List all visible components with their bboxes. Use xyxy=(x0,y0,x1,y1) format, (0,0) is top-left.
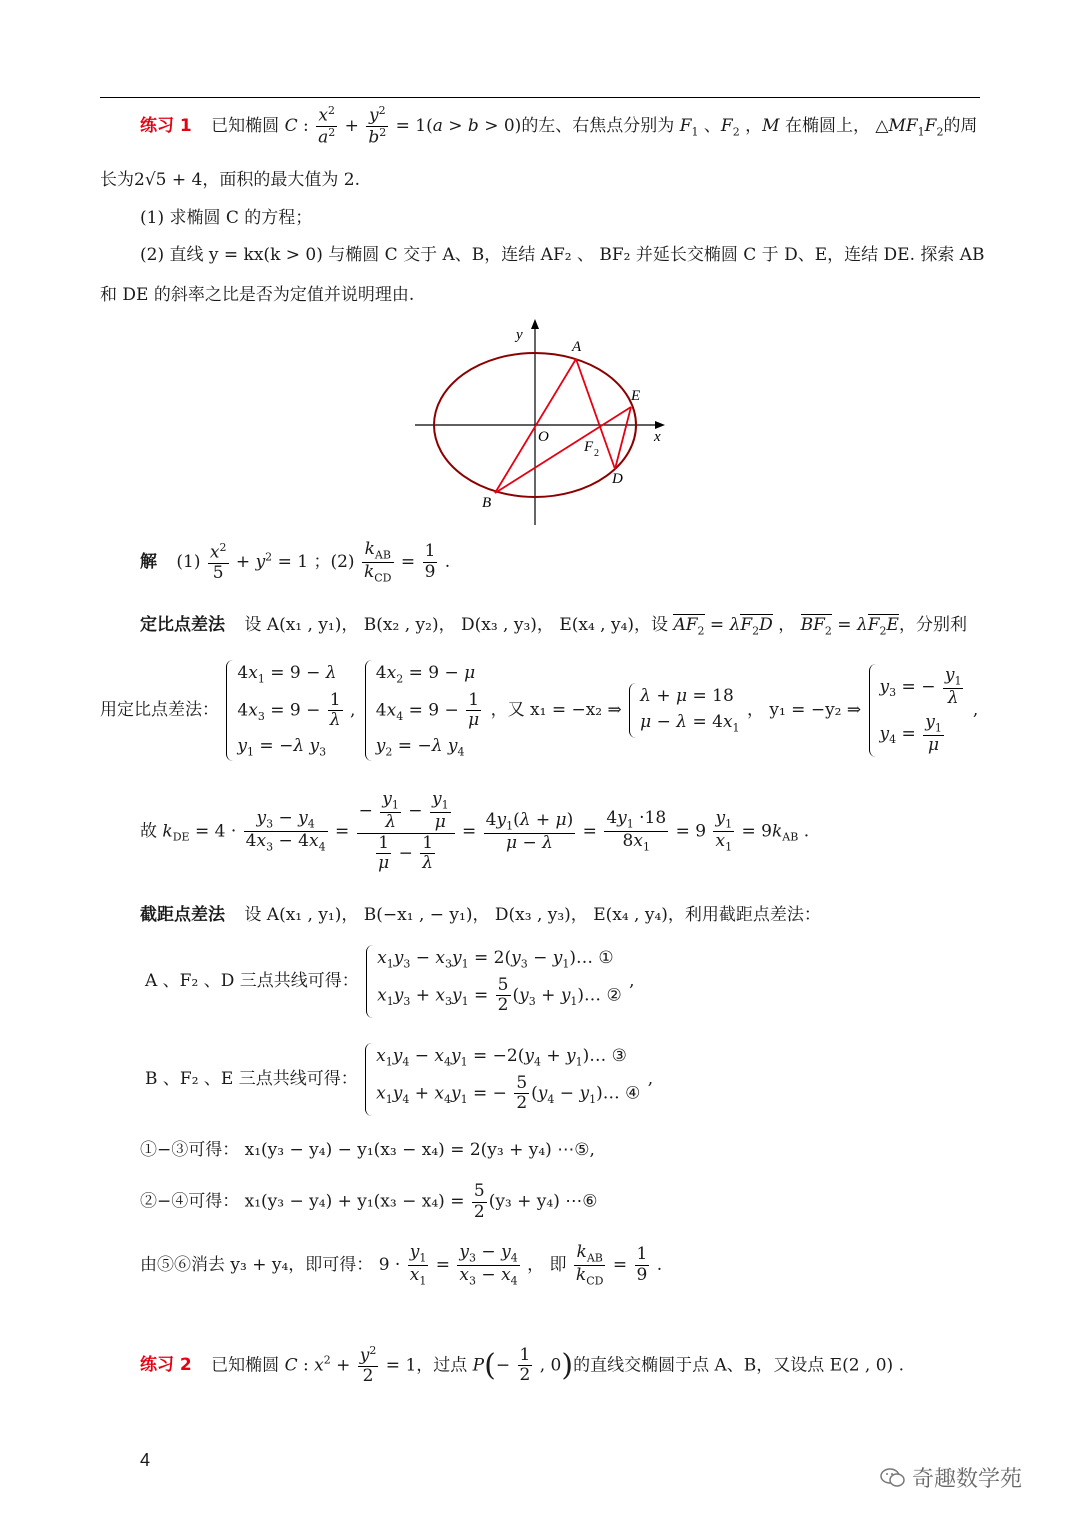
watermark xyxy=(880,1462,1022,1493)
ex2-text-a: 已知椭圆 xyxy=(211,1355,280,1376)
ex1-text-e: 长为 xyxy=(100,170,134,190)
method1-systems: 用定比点差法： $4x_1 = 9 - \lambda$ $4x_3 = 9$ − $\frac{1}{\lambda}$ , $y_1 = -\lambda$ $y_3$ $4x_2 = 9 - \mu$ $4x_4 = 9$ − $\frac{1}{\mu}$ $y_2 = -\lambda$ $y_4$ ，又 x₁ = −x₂ ⇒ λ + μ = 18 $\mu - \lambda = 4x_1$ ， y₁ = −y₂ ⇒ $y_3$ = − $\frac{y_1}{\lambda}$ $y_4$ = $\frac{y_1}{\mu}$ , xyxy=(100,660,980,761)
use-text: 用定比点差法： xyxy=(100,700,219,721)
page-number: 4 xyxy=(140,1450,151,1470)
frac-y2-b2: $\frac{y^2}{b^2}$ xyxy=(368,104,387,148)
ex1-q2: (2) 直线 y = kx(k > 0) 与椭圆 C 交于 A、B，连结 AF₂ 、 BF₂ 并延长交椭圆 C 于 D、E，连结 DE. 探索 AB xyxy=(140,245,985,265)
elim-text: 由⑤⑥消去 y₃ + y₄，即可得： 9 xyxy=(140,1255,390,1276)
sol-a2: ；(2) xyxy=(313,552,355,573)
ex1-q1: (1) 求椭圆 C 的方程； xyxy=(140,208,313,228)
sol-answer: 解 (1) $\frac{x^2}{5}$ + $y^2 = 1$ ；(2) $\frac{k_{AB}}{k_{CD}}$ = $\frac{1}{9}$ . xyxy=(140,539,451,585)
eq-1-3: ①−③可得： x₁(y₃ − y₄) − y₁(x₃ − x₄) = 2(y₃ + y₄) ⋯⑤, xyxy=(140,1140,595,1160)
sol-tag: 解 xyxy=(140,552,157,573)
method1-tail: ，分别利 xyxy=(898,615,967,635)
label-E: E xyxy=(631,388,641,404)
method1-tag: 定比点差法 xyxy=(140,615,225,635)
watermark-text: 奇趣数学苑 xyxy=(912,1467,1023,1492)
frac-x2-a2: $\frac{x^2}{a^2}$ xyxy=(318,104,336,148)
method2-line xyxy=(140,905,1020,926)
ex1-text-c: 在椭圆上， xyxy=(784,116,870,137)
header-rule xyxy=(100,97,980,98)
label-y: y xyxy=(516,327,523,343)
label-B: B xyxy=(482,495,492,511)
label-O: O xyxy=(538,429,549,445)
col2-text: B 、F₂ 、E 三点共线可得： xyxy=(145,1068,358,1089)
ex1-line1: 练习 1 已知椭圆 C : $\frac{x^2}{a^2}$ + $\frac{y^2}{b^2}$ = 1(a > b > 0)的左、右焦点分别为 $F_1$ 、$F_2$ ，M 在椭圆上， $\triangle MF_1F_2$的周 xyxy=(140,104,978,148)
again-text: ，又 x₁ = −x₂ ⇒ xyxy=(490,700,622,721)
eq-2-4: ②−④可得： x₁(y₃ − y₄) + y₁(x₃ − x₄) = $\frac{5}{2}$ (y₃ + y₄) ⋯⑥ xyxy=(140,1181,598,1222)
elim-b-text: ， 即 xyxy=(527,1255,567,1276)
method2-text: 设 A(x₁ , y₁)， B(−x₁ , − y₁)， D(x₃ , y₃)， E(x₄ , y₄)，利用截距点差法： xyxy=(244,905,821,925)
col1-text: A 、F₂ 、D 三点共线可得： xyxy=(145,970,359,991)
wechat-icon xyxy=(880,1467,906,1489)
ex1-q2b: 和 DE 的斜率之比是否为定值并说明理由. xyxy=(100,285,415,305)
colinear-1: A 、F₂ 、D 三点共线可得： $x_1y_3 - x_3y_1 = 2(y_3$ − $y_1)\dots$ ① $x_1y_3 + x_3y_1$ = $\frac{5}{2}$ ($y_3$ + $y_1)\dots$ ② , xyxy=(145,945,1025,1018)
ex1-tag: 练习 1 xyxy=(140,116,192,137)
kde-line: 故 $k_{DE} = 4$ · $\frac{y_3 - y_4}{4x_3 - 4x_4}$ = − $\frac{y_1}{\lambda}$ − $\frac{y_1}{\mu}$ $\frac{1}{\mu}$ − $\frac{1}{\lambda}$ = $\frac{4y_1(\lambda + \mu)}{\mu - \lambda}$ = $\frac{4y_1 \cdot 18}{8x_1}$ = 9 $\frac{y_1}{x_1}$ = $9k_{AB}$ . xyxy=(140,789,810,874)
ex2-tag: 练习 2 xyxy=(140,1355,192,1376)
sol-a1: (1) xyxy=(176,552,201,573)
label-F-sub: 2 xyxy=(594,448,599,459)
method1-line: 定比点差法 设 A(x₁ , y₁)， B(x₂ , y₂)， D(x₃ , y₃)， E(x₄ , y₄)，设 $AF_2 = \lambda F_2D$ ， $BF_2 = \lambda F_2E$，分别利 xyxy=(140,615,967,638)
ex2-text-b: ，过点 xyxy=(416,1355,468,1376)
method1-text: 设 A(x₁ , y₁)， B(x₂ , y₂)， D(x₃ , y₃)， E(x₄ , y₄)，设 xyxy=(244,615,669,635)
ex2-line: 练习 2 已知椭圆 C : $x^2$ + $\frac{y^2}{2}$ = 1，过点 P(− $\frac{1}{2}$ , 0)的直线交椭圆于点 A、B，又设点 E(2 , 0) . xyxy=(140,1344,904,1387)
ex1-text-f: ，面积的最大值为 2. xyxy=(202,170,360,190)
ex1-text-b: 的左、右焦点分别为 xyxy=(521,116,675,137)
so-text: 故 xyxy=(140,821,157,842)
elimination-line: 由⑤⑥消去 y₃ + y₄，即可得： 9 · $\frac{y_1}{x_1}$ = $\frac{y_3 - y_4}{x_3 - x_4}$ ， 即 $\frac{k_{AB}}{k_{CD}}$ = $\frac{1}{9}$ . xyxy=(140,1242,663,1288)
ex1-line2: 长为2√5 + 4，面积的最大值为 2. xyxy=(100,170,360,190)
method2-tag: 截距点差法 xyxy=(140,905,225,925)
ex1-text-d: 的周 xyxy=(943,116,978,137)
label-x: x xyxy=(654,429,661,445)
y1-text: ， y₁ = −y₂ ⇒ xyxy=(746,700,862,721)
label-F: F xyxy=(584,439,594,455)
ellipse-figure xyxy=(400,315,680,530)
ex1-text-a: 已知椭圆 xyxy=(211,116,280,137)
e24a-text: ②−④可得： x₁(y₃ − y₄) + y₁(x₃ − x₄) = xyxy=(140,1191,465,1212)
colinear-2: B 、F₂ 、E 三点共线可得： $x_1y_4 - x_4y_1 = -2(y_4$ + $y_1)\dots$ ③ $x_1y_4 + x_4y_1$ = − $\frac{5}{2}$ ($y_4$ − $y_1)\dots$ ④ , xyxy=(145,1043,1025,1116)
e24b-text: (y₃ + y₄) ⋯⑥ xyxy=(488,1191,598,1212)
label-D: D xyxy=(612,471,623,487)
label-A: A xyxy=(572,339,582,355)
ex2-text-c: 的直线交椭圆于点 A、B，又设点 E(2 , 0) . xyxy=(573,1355,904,1376)
